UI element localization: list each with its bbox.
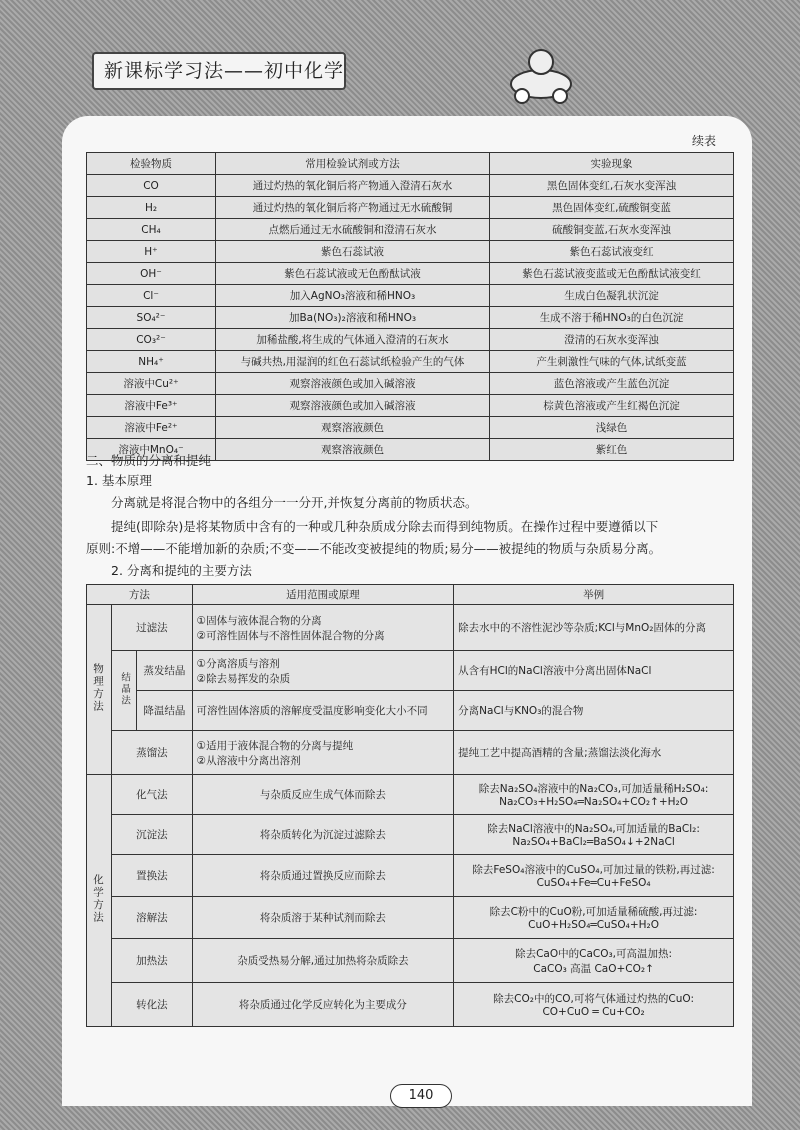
table-cell: 棕黄色溶液或产生红褐色沉淀 [490,395,734,417]
table-row [87,651,734,691]
table-row [87,329,734,351]
paragraph-principles: 原则:不增——不能增加新的杂质;不变——不能改变被提纯的物质;易分——被提纯的物质与杂质易分离。 [86,541,662,556]
method-example: 除去NaCl溶液中的Na₂SO₄,可加适量的BaCl₂: Na₂SO₄+BaCl₂═BaSO₄↓+2NaCl [454,815,734,855]
method-example: 除去FeSO₄溶液中的CuSO₄,可加过量的铁粉,再过滤: CuSO₄+Fe═Cu+FeSO₄ [454,855,734,897]
table-cell: Cl⁻ [87,285,216,307]
table-cell: 紫色石蕊试液或无色酚酞试液 [216,263,490,285]
table-row [87,417,734,439]
method-scope: 可溶性固体溶质的溶解度受温度影响变化大小不同 [192,691,454,731]
table-row [87,219,734,241]
method-example: 除去Na₂SO₄溶液中的Na₂CO₃,可加适量稀H₂SO₄: Na₂CO₃+H₂SO₄═Na₂SO₄+CO₂↑+H₂O [454,775,734,815]
table-cell: 观察溶液颜色或加入碱溶液 [216,395,490,417]
table-cell: CO [87,175,216,197]
table-cell: 黑色固体变红,硫酸铜变蓝 [490,197,734,219]
table-cell: 紫色石蕊试液 [216,241,490,263]
reagent-test-table [86,152,734,461]
table-cell: 与碱共热,用湿润的红色石蕊试纸检验产生的气体 [216,351,490,373]
table-row [87,775,734,815]
table-row [87,373,734,395]
table-row [87,815,734,855]
method-name: 蒸发结晶 [137,651,193,691]
paragraph-separation: 分离就是将混合物中的各组分一一分开,并恢复分离前的物质状态。 [111,495,478,510]
table-cell: CH₄ [87,219,216,241]
table-cell: 蓝色溶液或产生蓝色沉淀 [490,373,734,395]
table-row [87,175,734,197]
method-scope: ①固体与液体混合物的分离 ②可溶性固体与不溶性固体混合物的分离 [192,605,454,651]
table-cell: 加稀盐酸,将生成的气体通入澄清的石灰水 [216,329,490,351]
category-physical: 物理方法 [87,605,112,775]
table-cell: 溶液中MnO₄⁻ [87,439,216,461]
method-example: 从含有HCl的NaCl溶液中分离出固体NaCl [454,651,734,691]
page-number: 140 [390,1084,452,1108]
table-cell: 紫色石蕊试液变红 [490,241,734,263]
table-cell: 通过灼热的氧化铜后将产物通过无水硫酸铜 [216,197,490,219]
method-name: 沉淀法 [112,815,193,855]
continued-label: 续表 [691,134,716,148]
mascot-car-icon [506,44,576,106]
method-name: 过滤法 [112,605,193,651]
table-row [87,285,734,307]
method-name: 化气法 [112,775,193,815]
method-name: 加热法 [112,939,193,983]
table-row [87,241,734,263]
table-cell: 紫色石蕊试液变蓝或无色酚酞试液变红 [490,263,734,285]
table-cell: 产生刺激性气味的气体,试纸变蓝 [490,351,734,373]
table-row [87,351,734,373]
method-scope: ①适用于液体混合物的分离与提纯 ②从溶液中分离出溶剂 [192,731,454,775]
table-cell: 硫酸铜变蓝,石灰水变浑浊 [490,219,734,241]
table-cell: 加Ba(NO₃)₂溶液和稀HNO₃ [216,307,490,329]
table-row [87,983,734,1027]
method-example: 提纯工艺中提高酒精的含量;蒸馏法淡化海水 [454,731,734,775]
table-cell: NH₄⁺ [87,351,216,373]
table-cell: H₂ [87,197,216,219]
method-scope: 杂质受热易分解,通过加热将杂质除去 [192,939,454,983]
subheading-principle: 1. 基本原理 [86,473,152,488]
table-row [87,395,734,417]
method-scope: 将杂质溶于某种试剂而除去 [192,897,454,939]
table-cell: H⁺ [87,241,216,263]
table-cell: 紫红色 [490,439,734,461]
method-example: 除去水中的不溶性泥沙等杂质;KCl与MnO₂固体的分离 [454,605,734,651]
header-title: 新课标学习法——初中化学 [92,52,346,90]
page-paper [62,116,752,1106]
table-cell: OH⁻ [87,263,216,285]
table-row [87,605,734,651]
method-name: 降温结晶 [137,691,193,731]
table-row [87,691,734,731]
table-header: 方法 [87,585,193,605]
subheading-methods: 2. 分离和提纯的主要方法 [111,563,252,578]
table-cell: 点燃后通过无水硫酸铜和澄清石灰水 [216,219,490,241]
table-cell: 溶液中Cu²⁺ [87,373,216,395]
table-header: 实验现象 [490,153,734,175]
method-name: 转化法 [112,983,193,1027]
category-crystallization: 结晶法 [112,651,137,731]
table-cell: 澄清的石灰水变浑浊 [490,329,734,351]
table-row [87,939,734,983]
table-cell: SO₄²⁻ [87,307,216,329]
method-scope: ①分离溶质与溶剂 ②除去易挥发的杂质 [192,651,454,691]
table-cell: 溶液中Fe²⁺ [87,417,216,439]
table-cell: 生成白色凝乳状沉淀 [490,285,734,307]
separation-methods-table [86,584,734,1027]
table-row [87,263,734,285]
method-scope: 将杂质通过置换反应而除去 [192,855,454,897]
method-name: 置换法 [112,855,193,897]
paragraph-purification: 提纯(即除杂)是将某物质中含有的一种或几种杂质成分除去而得到纯物质。在操作过程中要遵循以下 [111,519,659,534]
category-chemical: 化学方法 [87,775,112,1027]
table-header: 适用范围或原理 [192,585,454,605]
table-row [87,731,734,775]
table-cell: 浅绿色 [490,417,734,439]
section-heading: 二、物质的分离和提纯 [86,453,212,468]
method-scope: 将杂质转化为沉淀过滤除去 [192,815,454,855]
table-cell: CO₃²⁻ [87,329,216,351]
method-example: 除去CO₂中的CO,可将气体通过灼热的CuO: CO+CuO ═ Cu+CO₂ [454,983,734,1027]
table-row [87,855,734,897]
table-cell: 观察溶液颜色 [216,417,490,439]
method-example: 分离NaCl与KNO₃的混合物 [454,691,734,731]
table-header: 举例 [454,585,734,605]
table-cell: 溶液中Fe³⁺ [87,395,216,417]
method-name: 溶解法 [112,897,193,939]
table-row [87,897,734,939]
method-example: 除去CaO中的CaCO₃,可高温加热: CaCO₃ 高温 CaO+CO₂↑ [454,939,734,983]
table-cell: 加入AgNO₃溶液和稀HNO₃ [216,285,490,307]
table-cell: 观察溶液颜色 [216,439,490,461]
table-cell: 通过灼热的氧化铜后将产物通入澄清石灰水 [216,175,490,197]
table-header: 常用检验试剂或方法 [216,153,490,175]
table-cell: 观察溶液颜色或加入碱溶液 [216,373,490,395]
table-cell: 生成不溶于稀HNO₃的白色沉淀 [490,307,734,329]
method-scope: 将杂质通过化学反应转化为主要成分 [192,983,454,1027]
table-row [87,197,734,219]
method-example: 除去C粉中的CuO粉,可加适量稀硫酸,再过滤: CuO+H₂SO₄═CuSO₄+H₂O [454,897,734,939]
table-cell: 黑色固体变红,石灰水变浑浊 [490,175,734,197]
method-name: 蒸馏法 [112,731,193,775]
table-header: 检验物质 [87,153,216,175]
method-scope: 与杂质反应生成气体而除去 [192,775,454,815]
table-row [87,307,734,329]
